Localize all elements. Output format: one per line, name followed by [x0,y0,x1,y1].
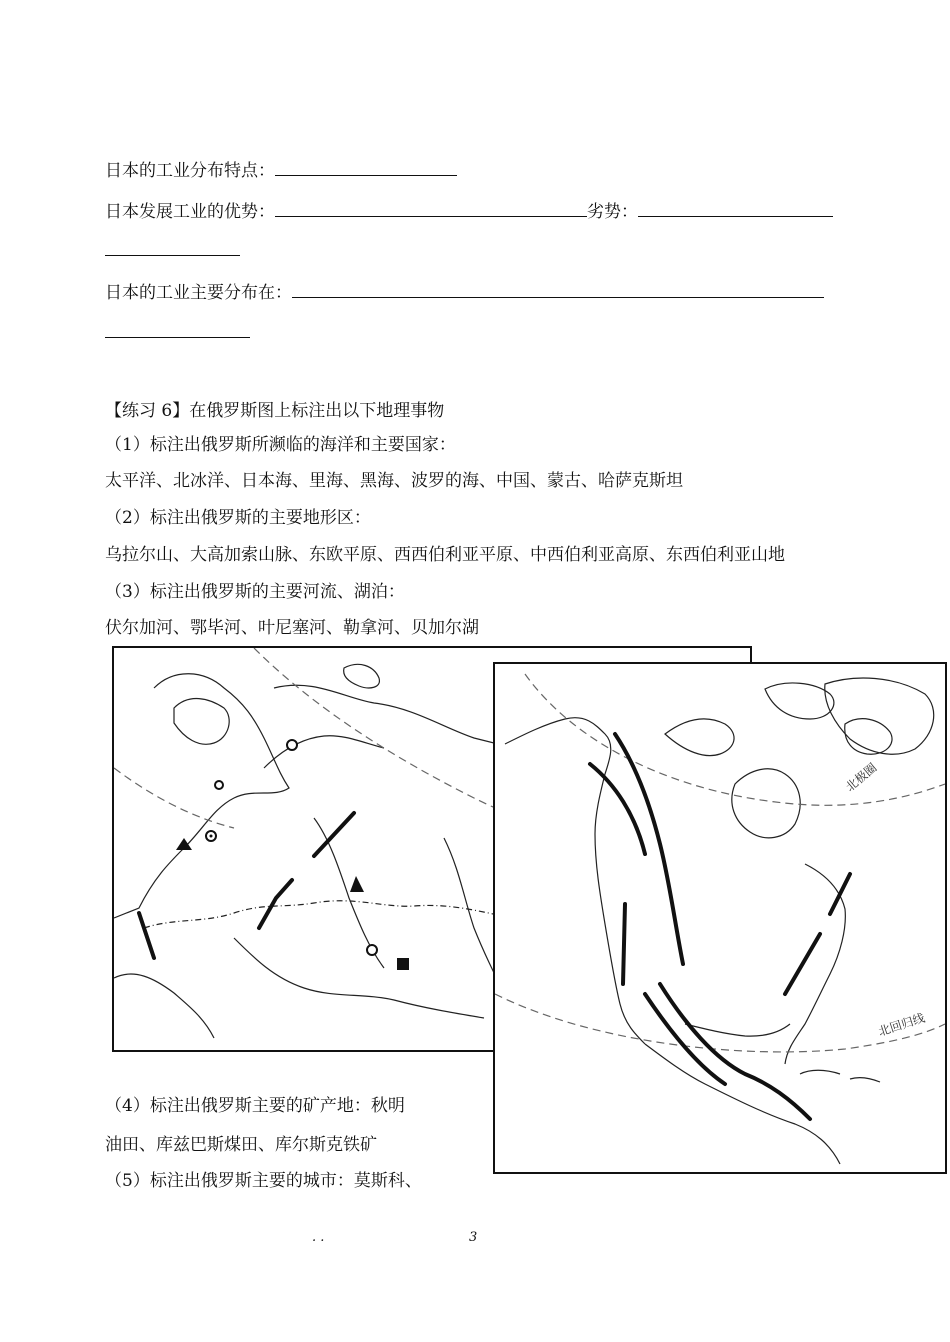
answer-blank[interactable] [292,282,824,298]
industry-distribution-label: 日本的工业分布特点： [105,161,275,181]
answer-blank[interactable] [105,240,240,256]
page-number: 3 [469,1230,478,1245]
tropic-of-cancer-label: 北回归线 [876,1010,927,1039]
exercise6-answer-3: 伏尔加河、鄂毕河、叶尼塞河、勒拿河、贝加尔湖 [105,618,479,638]
answer-blank[interactable] [275,201,587,217]
answer-blank-continuation [105,240,240,261]
industry-distribution-line [105,156,457,181]
north-america-map-drawing [495,664,945,1172]
answer-blank[interactable] [275,160,457,176]
industry-advantages-line [105,197,833,222]
industry-advantages-label: 日本发展工业的优势： [105,202,275,222]
industry-disadvantages-label: 劣势： [587,202,638,222]
industry-main-distribution-label: 日本的工业主要分布在： [105,283,292,303]
exercise6-question-1: （1）标注出俄罗斯所濒临的海洋和主要国家： [105,435,456,455]
exercise6-title: 【练习 6】在俄罗斯图上标注出以下地理事物 [105,401,445,421]
answer-blank[interactable] [105,322,250,338]
exercise6-question-4-line2: 油田、库兹巴斯煤田、库尔斯克铁矿 [105,1135,377,1155]
map-symbols [176,740,409,970]
exercise6-question-2: （2）标注出俄罗斯的主要地形区： [105,508,371,528]
exercise6-question-3: （3）标注出俄罗斯的主要河流、湖泊： [105,582,405,602]
arctic-circle-label: 北极圈 [842,760,880,795]
exercise6-question-4-line1: （4）标注出俄罗斯主要的矿产地：秋明 [105,1096,405,1116]
footer-dots: . . [312,1230,325,1245]
north-america-map [493,662,947,1174]
exercise6-answer-1: 太平洋、北冰洋、日本海、里海、黑海、波罗的海、中国、蒙古、哈萨克斯坦 [105,471,683,491]
answer-blank[interactable] [638,201,833,217]
exercise6-question-5: （5）标注出俄罗斯主要的城市：莫斯科、 [105,1171,422,1191]
exercise6-answer-2: 乌拉尔山、大高加索山脉、东欧平原、西西伯利亚平原、中西伯利亚高原、东西伯利亚山地 [105,545,785,565]
industry-main-distribution-line [105,278,824,303]
answer-blank-continuation [105,322,250,343]
